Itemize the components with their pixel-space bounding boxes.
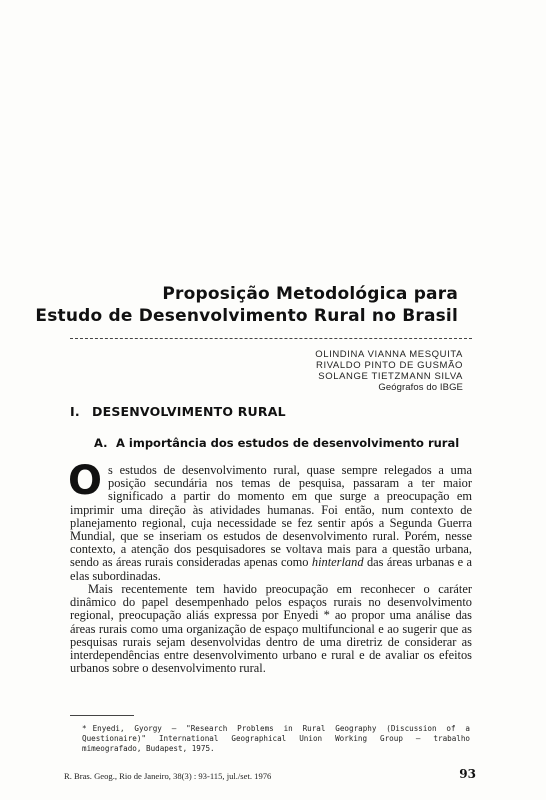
footnote-reference: * (323, 608, 330, 623)
article-title-line-1: Proposição Metodológica para (162, 284, 458, 304)
paragraph-text: ao propor uma análise das áreas rurais como uma organização de espaço multifuncional e ao sugerir que as pesquisas rurais sejam desenvolvidas dentro de uma diretriz de considerar as interdependências entre desenvolvimento urbano e rural e de avaliar os efeitos urbanos sobre o desenvolvimento rural. (70, 608, 472, 676)
author-block (315, 349, 463, 393)
page-number: 93 (459, 767, 476, 781)
author-name: RIVALDO PINTO DE GUSMÃO (316, 360, 463, 371)
paragraph-text: s estudos de desenvolvimento rural, quase sempre relegados a uma posição secundária nos temas de pesquisa, passaram a ter maior significado a partir do momento em que surge a preocupação em imprimir uma direção às atividades humanas. Foi então, num contexto de planejamento regional, cuja necessidade se fez sentir após a Segunda Guerra Mundial, que se inseriam os estudos de desenvolvimento rural. Porém, nesse contexto, a atenção dos pesquisadores se voltava mais para a questão urbana, sendo as áreas rurais consideradas apenas como (70, 463, 472, 570)
paragraph-text: das áreas urbanas e a elas subordinadas. (70, 555, 473, 583)
author-name: SOLANGE TIETZMANN SILVA (318, 371, 463, 382)
paragraph-text: Mais recentemente tem havido preocupação em reconhecer o caráter dinâmico do papel desempenhado pelos espaços rurais no desenvolvimento regional, preocupação aliás expressa por Enyedi (70, 582, 472, 623)
footnote-text: Enyedi, Gyorgy — "Research Problems in Rural Geography (Discussion of a Questionaire)" International Geographical Union Working Group — trabalho mimeografado, Budapest, 1975. (82, 724, 470, 754)
author-name: OLINDINA VIANNA MESQUITA (315, 349, 463, 360)
journal-citation: R. Bras. Geog., Rio de Janeiro, 38(3) : 93-115, jul./set. 1976 (64, 771, 272, 781)
body-paragraph-1 (68, 458, 473, 583)
title-divider (70, 338, 472, 339)
section-heading (70, 404, 286, 419)
footnote (82, 724, 470, 755)
body-paragraph-2 (70, 583, 472, 675)
footnote-mark: * (82, 724, 87, 733)
section-title: DESENVOLVIMENTO RURAL (92, 404, 286, 419)
article-title-line-2: Estudo de Desenvolvimento Rural no Brasil (35, 306, 458, 326)
drop-cap: O (68, 458, 103, 504)
subsection-heading (94, 436, 459, 450)
subsection-number: A. (94, 436, 108, 450)
italic-term: hinterland (311, 555, 364, 570)
author-affiliation: Geógrafos do IBGE (378, 382, 463, 393)
footnote-divider (70, 715, 134, 716)
section-number: I. (70, 404, 80, 419)
subsection-title: A importância dos estudos de desenvolvimento rural (116, 436, 460, 450)
